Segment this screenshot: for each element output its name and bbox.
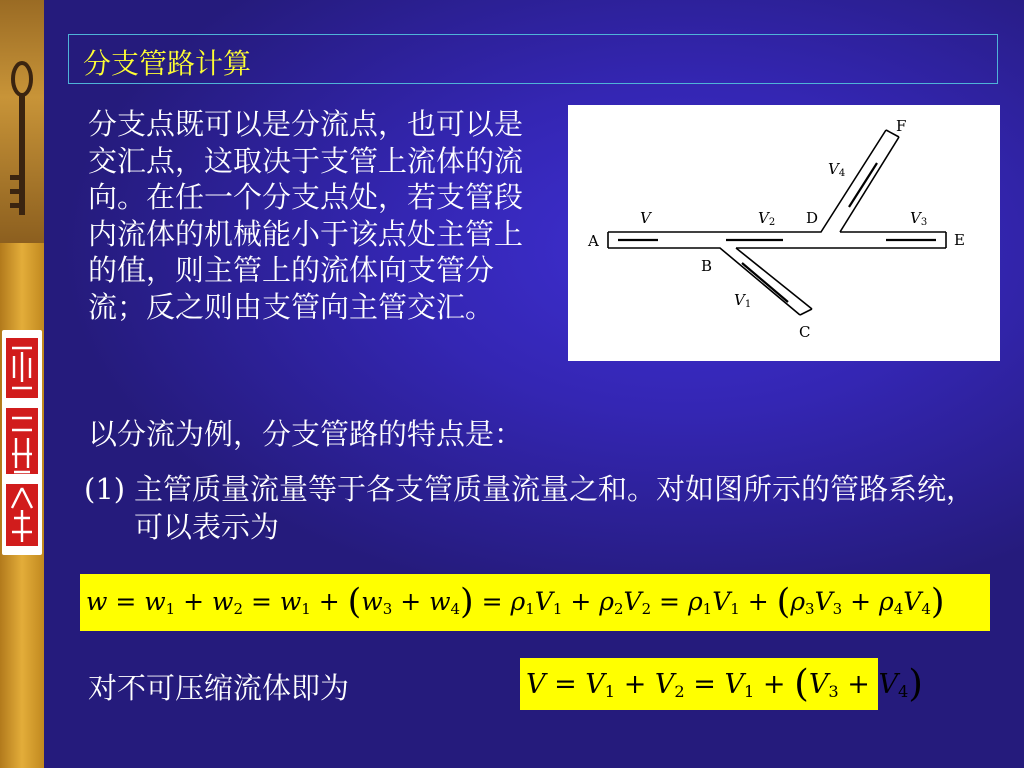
mass-flow-formula: $w = w_1 + w_2 = w_1 + (w_3 + w_4) = \rho_1V_1 + \rho_2V_2 = \rho_1V_1 + (\rho_3V_3 + \rho_4V_4)$ — [80, 574, 990, 631]
item-text: 主管质量流量等于各支管质量流量之和。对如图所示的管路系统，可以表示为 — [134, 472, 976, 544]
red-seal-stamp — [2, 330, 42, 555]
title-box — [68, 34, 998, 84]
label-d: D — [806, 209, 819, 227]
label-v: V — [640, 209, 651, 227]
page-title: 分支管路计算 — [83, 47, 252, 80]
label-v3: V3 — [910, 209, 928, 228]
intro-line: 以分流为例，分支管路的特点是： — [88, 417, 524, 451]
item-number: (1) — [84, 472, 126, 506]
branch-pipe-diagram — [568, 105, 1000, 361]
label-a: A — [588, 232, 599, 250]
explanation-paragraph: 分支点既可以是分流点，也可以是交汇点，这取决于支管上流体的流向。在任一个分支点处，若支管段内流体的机械能小于该点处主管上的值，则主管上的流体向支管分流；反之则由支管向主管交汇。 — [88, 107, 524, 324]
key-icon — [4, 55, 40, 235]
label-v2: V2 — [758, 209, 776, 228]
label-c: C — [799, 323, 811, 341]
decorative-sidebar — [0, 0, 44, 768]
volume-flow-formula: $V = V_1 + V_2 = V_1 + (V_3 + V_4)$ — [520, 658, 878, 710]
label-e: E — [954, 231, 965, 249]
label-b: B — [701, 257, 713, 275]
label-v1: V1 — [734, 291, 752, 310]
label-v4: V4 — [828, 160, 846, 179]
incompressible-line: 对不可压缩流体即为 — [88, 671, 350, 705]
label-f: F — [896, 117, 907, 135]
